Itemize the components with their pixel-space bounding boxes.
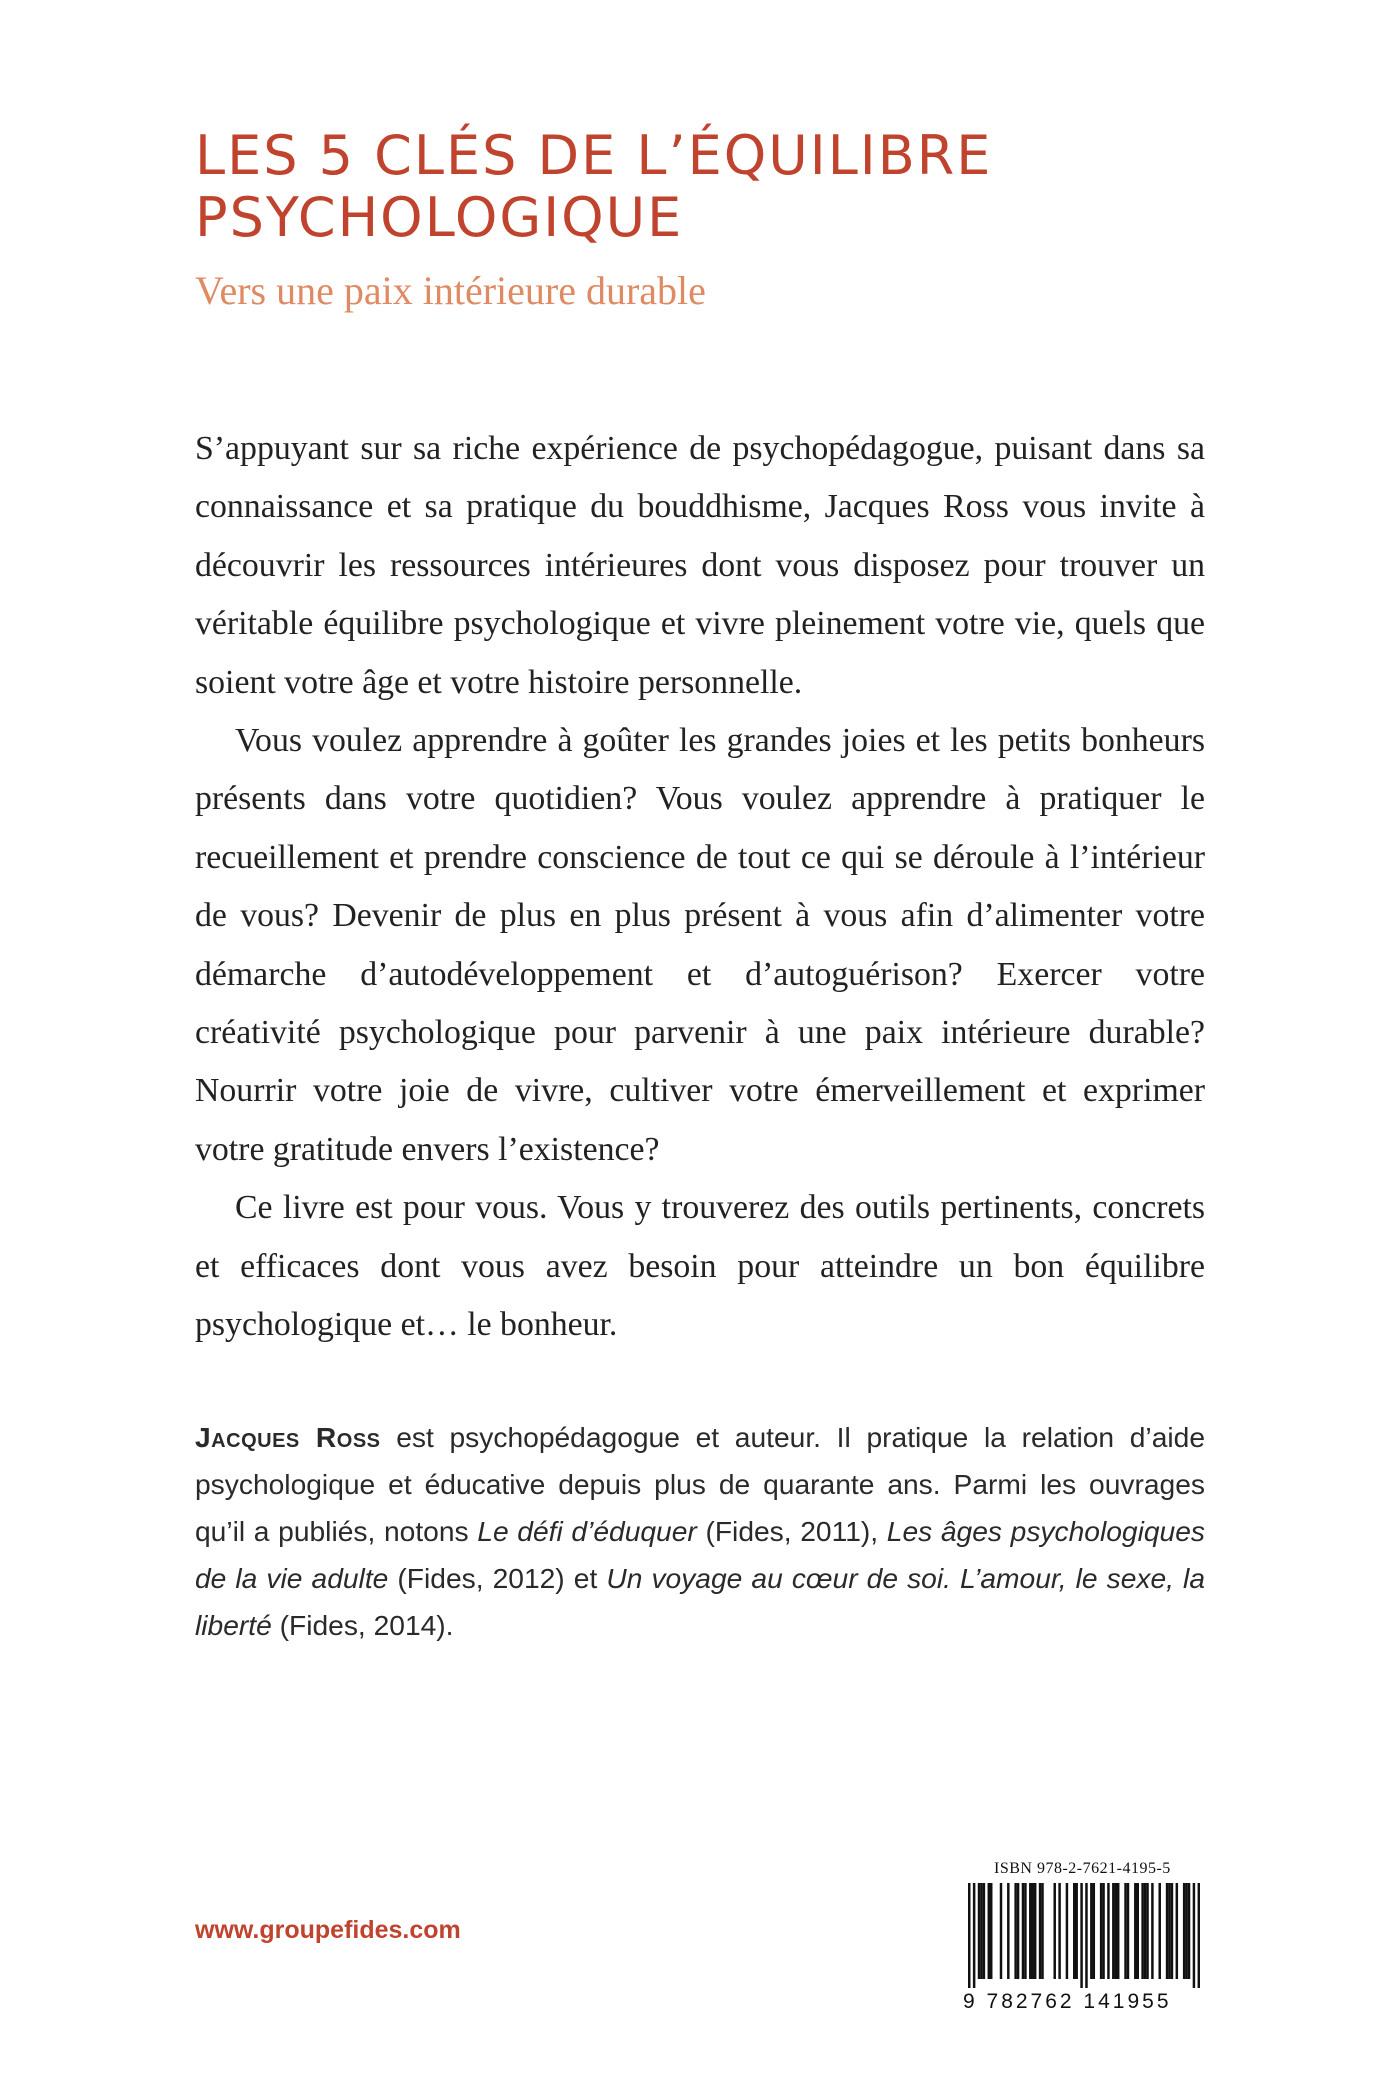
barcode-bar <box>1041 1883 1043 1979</box>
barcode-bar <box>1144 1883 1146 1979</box>
barcode-bar <box>1115 1883 1117 1979</box>
barcode-bar <box>1183 1883 1185 1979</box>
barcode-bar <box>1112 1883 1114 1979</box>
author-bio <box>195 1414 1205 1649</box>
isbn-label: ISBN 978-2-7621-4195-5 <box>994 1860 1171 1877</box>
barcode-bar <box>1146 1883 1148 1979</box>
barcode-bar <box>1151 1883 1153 1979</box>
barcode-bar <box>1117 1883 1119 1979</box>
barcode-bar <box>988 1883 990 1979</box>
barcode-bar <box>1158 1883 1160 1979</box>
barcode-bar <box>1017 1883 1019 1979</box>
barcode-bar <box>1198 1883 1200 1988</box>
bio-work-2: Les âges psychologiques de la vie adulte <box>195 1515 1205 1594</box>
barcode-bar <box>1022 1883 1024 1979</box>
barcode-bar <box>1176 1883 1178 1979</box>
barcode-bar <box>1029 1883 1031 1979</box>
barcode-bar <box>1073 1883 1075 1979</box>
barcode-bar <box>1014 1883 1016 1979</box>
barcode-bar <box>1171 1883 1173 1979</box>
book-title <box>195 125 1245 249</box>
barcode-bar <box>1134 1883 1136 1979</box>
barcode-bar <box>1031 1883 1033 1979</box>
barcode-digits: 9 782762 141955 <box>963 1990 1172 2013</box>
bio-text-2: (Fides, 2011), <box>696 1515 887 1547</box>
barcode-bar <box>1007 1883 1009 1979</box>
barcode-bar <box>1168 1883 1170 1979</box>
description-paragraph-3: Ce livre est pour vous. Vous y trouverez des outils pertinents, concrets et efficaces dont vous avez besoin pour atteindre un bon équilibre psychologique et… le bonheur. <box>195 1189 1205 1344</box>
book-description <box>195 420 1205 1355</box>
barcode <box>968 1883 1200 1988</box>
bio-text-1: est psychopédagogue et auteur. Il pratique la relation d’aide psychologique et éducative depuis plus de quarante ans. Parmi les ouvrages qu’il a publiés, notons <box>195 1421 1205 1547</box>
barcode-bar <box>1080 1883 1082 1988</box>
barcode-bar <box>1124 1883 1126 1979</box>
barcode-bar <box>983 1883 985 1979</box>
barcode-bar <box>1100 1883 1102 1979</box>
barcode-bar <box>1166 1883 1168 1979</box>
description-paragraph-2: Vous voulez apprendre à goûter les grandes joies et les petits bonheurs présents dans votre quotidien? Vous voulez apprendre à pratiquer le recueillement et prendre conscience de tout ce qui se déroule à l’intérieur de vous? Devenir de plus en plus présent à vous afin d’alimenter votre démarche d’autodéveloppement et d’autoguérison? Exercer votre créativité psychologique pour parvenir à une paix intérieure durable? Nourrir votre joie de vivre, cultiver votre émerveillement et exprimer votre gratitude envers l’existence? <box>195 722 1205 1168</box>
barcode-bar <box>1093 1883 1095 1979</box>
barcode-bar <box>1075 1883 1077 1979</box>
publisher-website-link[interactable]: www.groupefides.com <box>195 1916 461 1944</box>
barcode-bar <box>1085 1883 1087 1988</box>
barcode-bar <box>1137 1883 1139 1979</box>
barcode-bar <box>1188 1883 1190 1979</box>
barcode-bar <box>1090 1883 1092 1979</box>
barcode-bar <box>1039 1883 1041 1979</box>
barcode-bar <box>1141 1883 1143 1979</box>
bio-text-3: (Fides, 2012) et <box>388 1562 607 1594</box>
barcode-bar <box>1102 1883 1104 1979</box>
book-title-line-2: PSYCHOLOGIQUE <box>195 186 684 249</box>
barcode-bar <box>1107 1883 1109 1979</box>
bio-text-4: (Fides, 2014). <box>271 1609 454 1641</box>
book-subtitle: Vers une paix intérieure durable <box>195 268 706 313</box>
barcode-bar <box>1127 1883 1129 1979</box>
barcode-bar <box>968 1883 970 1988</box>
barcode-bar <box>1034 1883 1036 1979</box>
barcode-bar <box>1058 1883 1060 1979</box>
barcode-bar <box>1193 1883 1195 1988</box>
description-paragraph-1: S’appuyant sur sa riche expérience de psychopédagogue, puisant dans sa connaissance et sa pratique du bouddhisme, Jacques Ross vous invite à découvrir les ressources intérieures dont vous disposez pour trouver un véritable équilibre psychologique et vivre pleinement votre vie, quels que soient votre âge et votre histoire personnelle. <box>195 430 1205 701</box>
barcode-bar <box>990 1883 992 1979</box>
barcode-bar <box>1024 1883 1026 1979</box>
barcode-bar <box>1000 1883 1002 1979</box>
bio-work-1: Le défi d’éduquer <box>477 1515 697 1547</box>
book-title-line-1: LES 5 CLÉS DE L’ÉQUILIBRE <box>195 124 993 187</box>
author-name: Jacques Ross <box>195 1421 381 1453</box>
barcode-bar <box>980 1883 982 1979</box>
bio-work-3: Un voyage au cœur de soi. L’amour, le sexe, la liberté <box>195 1562 1205 1641</box>
barcode-bar <box>1053 1883 1055 1979</box>
barcode-bar <box>973 1883 975 1988</box>
barcode-bar <box>1185 1883 1187 1979</box>
barcode-bar <box>1066 1883 1068 1979</box>
barcode-bar <box>978 1883 980 1979</box>
